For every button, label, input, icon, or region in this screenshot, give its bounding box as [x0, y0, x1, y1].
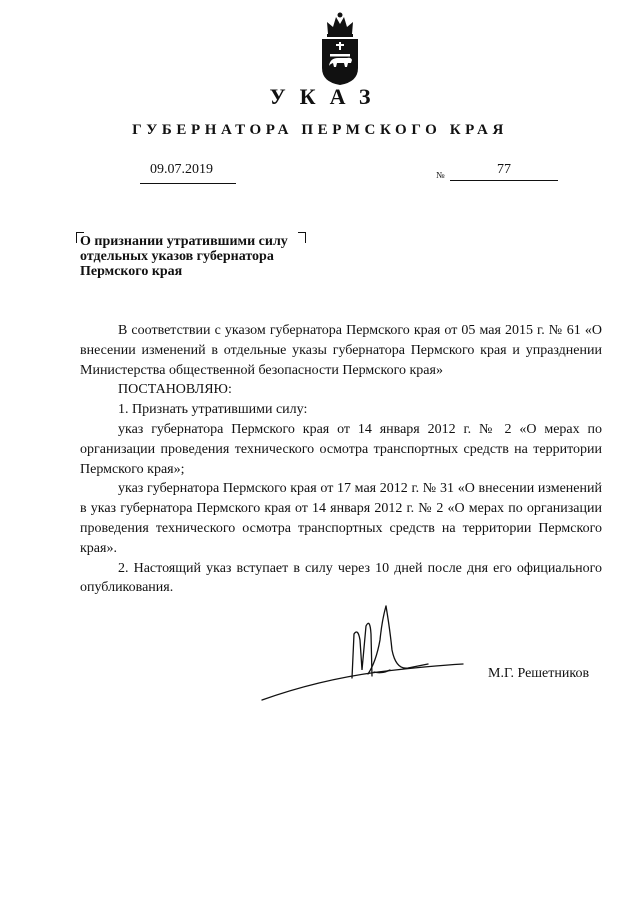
document-subtitle: ГУБЕРНАТОРА ПЕРМСКОГО КРАЯ — [132, 122, 508, 138]
body-paragraph: указ губернатора Пермского края от 14 января 2012 г. № 2 «О мерах по организации проведения технического осмотра транспортных средств на территории Пермского края»; — [80, 421, 602, 477]
date-underline — [140, 183, 236, 184]
coat-of-arms-icon — [318, 12, 362, 86]
subject-line: О признании утратившими силу — [80, 234, 288, 249]
body-paragraph: указ губернатора Пермского края от 17 мая 2012 г. № 31 «О внесении изменений в указ губернатора Пермского края от 14 января 2012 г. № 2 «О мерах по организации проведения технического осмотра транспортных средств на территории Пермского края». — [80, 481, 602, 556]
subject-line: Пермского края — [80, 264, 183, 279]
document-date: 09.07.2019 — [150, 162, 213, 177]
document-number: 77 — [497, 162, 511, 177]
number-label: № — [436, 170, 445, 180]
body-paragraph: 2. Настоящий указ вступает в силу через 10 дней после дня его официального опубликования. — [80, 560, 602, 596]
document-body — [80, 321, 602, 598]
document-subject — [80, 234, 340, 279]
body-paragraph: 1. Признать утратившими силу: — [118, 402, 308, 418]
resolution-word: ПОСТАНОВЛЯЮ: — [118, 382, 232, 398]
subject-line: отдельных указов губернатора — [80, 249, 274, 264]
signature-icon — [258, 600, 468, 710]
signatory-name: М.Г. Решетников — [488, 666, 590, 681]
body-paragraph: В соответствии с указом губернатора Пермского края от 05 мая 2015 г. № 61 «О внесении изменений в отдельные указы губернатора Пермского края и упразднении Министерства общественной безопасности Пермского края» — [80, 323, 602, 378]
number-underline — [450, 180, 558, 181]
document-title: УКАЗ — [269, 84, 385, 109]
